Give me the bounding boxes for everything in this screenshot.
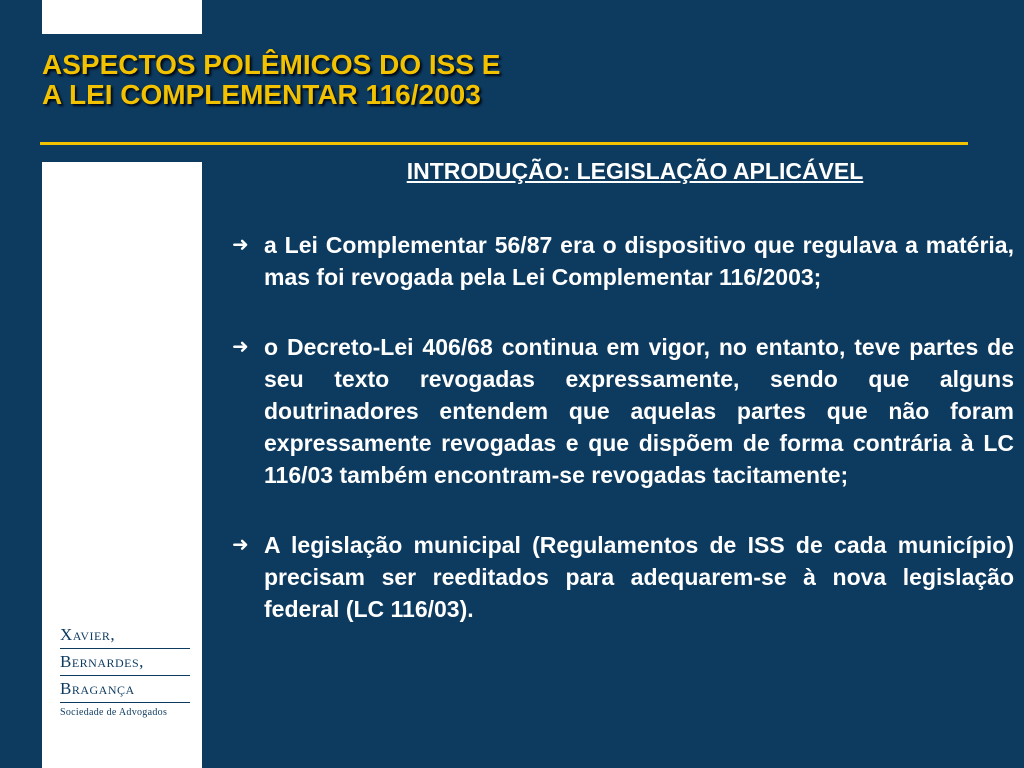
title-line-1: ASPECTOS POLÊMICOS DO ISS E	[42, 49, 501, 80]
bullet-text: A legislação municipal (Regulamentos de ISS de cada município) precisam ser reeditados para adequarem-se à nova legislação federal (LC 116/03).	[264, 532, 1014, 622]
bullet-item	[228, 331, 1014, 491]
bullet-item	[228, 229, 1014, 293]
firm-logo	[60, 622, 190, 718]
title-line-2: A LEI COMPLEMENTAR 116/2003	[42, 79, 481, 110]
arrow-right-icon: ➜	[232, 336, 249, 358]
arrow-right-icon: ➜	[232, 234, 249, 256]
logo-line-1: Xavier,	[60, 622, 190, 649]
side-panel	[42, 162, 202, 768]
bullet-text: o Decreto-Lei 406/68 continua em vigor, no entanto, teve partes de seu texto revogadas expressamente, sendo que alguns doutrinadores entendem que aquelas partes que não foram expressamente revogadas e que dispõem de forma contrária à LC 116/03 também encontram-se revogadas tacitamente;	[264, 334, 1014, 488]
title-divider	[40, 142, 968, 145]
logo-line-3: Bragança	[60, 676, 190, 703]
bullet-item	[228, 529, 1014, 625]
top-white-block	[42, 0, 202, 34]
slide-title	[42, 50, 942, 110]
logo-line-2: Bernardes,	[60, 649, 190, 676]
slide-content	[228, 158, 1014, 663]
section-heading: INTRODUÇÃO: LEGISLAÇÃO APLICÁVEL	[406, 158, 864, 184]
logo-subtitle: Sociedade de Advogados	[60, 707, 168, 718]
bullet-text: a Lei Complementar 56/87 era o dispositivo que regulava a matéria, mas foi revogada pela Lei Complementar 116/2003;	[264, 232, 1014, 290]
arrow-right-icon: ➜	[232, 534, 249, 556]
